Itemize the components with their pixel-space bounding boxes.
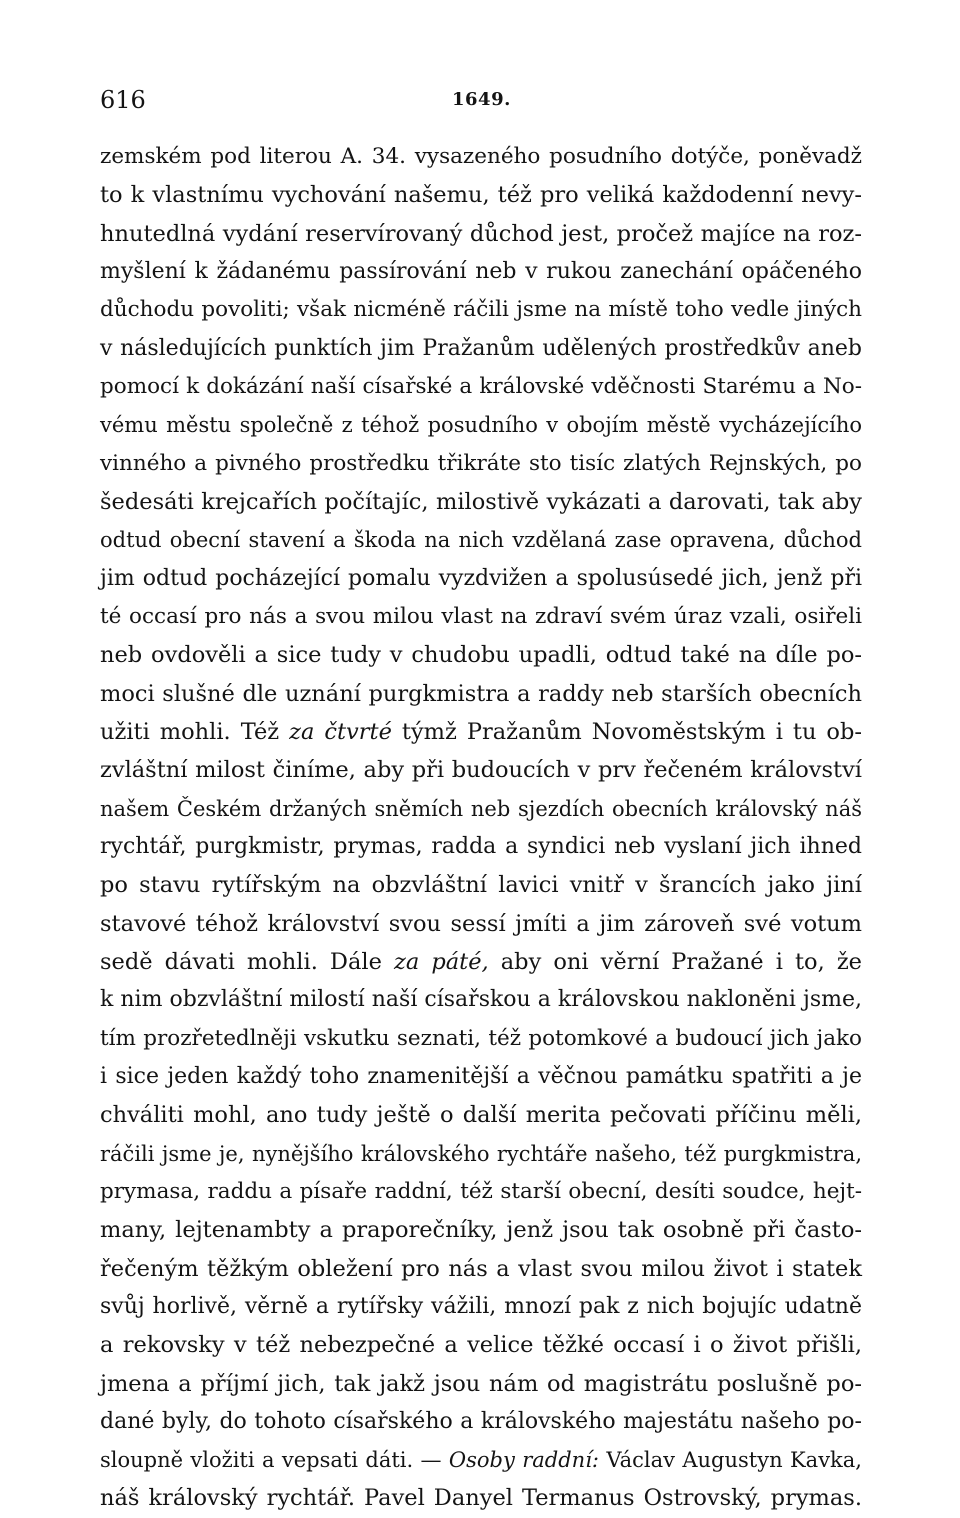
text-run: důchodu povoliti; však nicméně ráčili jsme na místě toho vedle jiných — [100, 297, 862, 323]
text-run: chváliti mohl, ano tudy ještě o další merita pečovati příčinu měli, — [100, 1102, 862, 1129]
text-run: k nim obzvláštní milostí naší císařskou a královskou nakloněni jsme, — [100, 987, 862, 1013]
text-line — [100, 713, 862, 751]
running-head-year: 1649. — [452, 89, 511, 110]
text-run: aby oni věrní Pražané i to, že — [488, 948, 862, 975]
page-header — [100, 84, 862, 116]
text-run: i sice jeden každý toho znamenitější a věčnou památku spatřiti a je — [100, 1063, 862, 1089]
text-run: našem Českém držaných sněmích neb sjezdích obecních královský náš — [100, 796, 862, 821]
text-line — [100, 636, 862, 674]
text-line — [100, 598, 862, 636]
text-run: tím prozřetedlněji vskutku seznati, též potomkové a budoucí jich jako — [100, 1025, 862, 1051]
text-line — [100, 1326, 862, 1364]
text-line — [100, 1211, 862, 1249]
text-run: sedě dávati mohli. Dále — [100, 948, 394, 975]
text-run: zemském pod literou A. 34. vysazeného posudního dotýče, poněvadž — [100, 144, 862, 169]
text-line — [100, 406, 862, 444]
text-run: sloupně vložiti a vepsati dáti. — — [100, 1448, 449, 1473]
text-run: many, lejtenambty a praporečníky, jenž jsou tak osobně při často- — [100, 1217, 862, 1244]
text-line — [100, 138, 862, 176]
italic-phrase: za páté, — [393, 948, 489, 975]
text-run: to k vlastnímu vychování našemu, též pro veliká každodenní nevy- — [100, 182, 862, 209]
text-line — [100, 905, 862, 943]
text-run: pomocí k dokázání naší císařské a královské vděčnosti Starému a No- — [100, 373, 862, 399]
italic-phrase: Osoby raddní: — [448, 1448, 599, 1473]
text-run: Václav Augustyn Kavka, — [599, 1448, 862, 1473]
text-run: řečeným těžkým obležení pro nás a vlast svou milou život i statek — [100, 1255, 862, 1282]
italic-phrase: za čtvrté — [289, 718, 392, 745]
text-run: hnutedlná vydání reservírovaný důchod jest, pročež majíce na roz- — [100, 220, 862, 247]
text-line — [100, 215, 862, 253]
text-run: ráčili jsme je, nynějšího královského rychtáře našeho, též purgkmistra, — [100, 1141, 862, 1166]
text-run: zvláštní milost činíme, aby při budoucích v prv řečeném království — [100, 757, 862, 784]
text-run: stavové téhož království svou sessí jmíti a jim zároveň své votum — [100, 910, 862, 937]
text-run: náš královský rychtář. Pavel Danyel Termanus Ostrovský, prymas. — [100, 1485, 862, 1512]
text-run: dané byly, do tohoto císařského a královského majestátu našeho po- — [100, 1408, 862, 1434]
text-line — [100, 1403, 862, 1441]
text-line — [100, 1250, 862, 1288]
text-line — [100, 521, 862, 559]
text-run: moci slušné dle uznání purgkmistra a raddy neb starších obecních — [100, 680, 862, 707]
text-line — [100, 828, 862, 866]
text-line — [100, 1135, 862, 1173]
text-run: v následujících punktích jim Pražanům udělených prostředkův aneb — [100, 335, 862, 361]
text-run: po stavu rytířským na obzvláštní lavici vnitř v šrancích jako jiní — [100, 872, 862, 899]
text-run: týmž Pražanům Novoměstským i tu ob- — [391, 718, 862, 745]
text-line — [100, 1479, 862, 1517]
text-run: jim odtud pocházející pomalu vyzdvižen a spolusúsedé jich, jenž při — [100, 565, 862, 591]
text-line — [100, 483, 862, 521]
text-line — [100, 790, 862, 828]
text-run: vému městu společně z téhož posudního v obojím městě vycházejícího — [100, 413, 862, 438]
text-line — [100, 560, 862, 598]
text-line — [100, 1096, 862, 1134]
page-number: 616 — [100, 86, 146, 114]
text-run: té occasí pro nás a svou milou vlast na zdraví svém úraz vzali, osiřeli — [100, 603, 862, 629]
text-run: myšlení k žádanému passírování neb v rukou zanechání opáčeného — [100, 258, 862, 284]
text-run: odtud obecní stavení a škoda na nich vzdělaná zase opravena, důchod — [100, 528, 862, 553]
text-line — [100, 1365, 862, 1403]
text-run: vinného a pivného prostředku třikráte sto tisíc zlatých Rejnských, po — [100, 450, 862, 476]
text-line — [100, 1020, 862, 1058]
text-line — [100, 1441, 862, 1479]
text-line — [100, 176, 862, 214]
text-run: užiti mohli. Též — [100, 718, 290, 745]
text-line — [100, 1173, 862, 1211]
text-line — [100, 330, 862, 368]
text-run: jmena a příjmí jich, tak jakž jsou nám od magistrátu poslušně po- — [100, 1370, 862, 1397]
text-line — [100, 291, 862, 329]
text-run: neb ovdověli a sice tudy v chudobu upadli, odtud také na díle po- — [100, 642, 862, 669]
text-line — [100, 1058, 862, 1096]
text-line — [100, 751, 862, 789]
text-run: šedesáti krejcařích počítajíc, milostivě vykázati a darovati, tak aby — [100, 488, 862, 515]
text-line — [100, 368, 862, 406]
text-line — [100, 445, 862, 483]
text-line — [100, 866, 862, 904]
body-text — [100, 138, 862, 1518]
text-line — [100, 1288, 862, 1326]
text-line — [100, 253, 862, 291]
text-line — [100, 981, 862, 1019]
text-run: a rekovsky v též nebezpečné a velice těžké occasí i o život přišli, — [100, 1332, 862, 1359]
text-run: svůj horlivě, věrně a rytířsky vážili, mnozí pak z nich bojujíc udatně — [100, 1293, 862, 1319]
text-run: rychtář, purgkmistr, prymas, radda a syndici neb vyslaní jich ihned — [100, 833, 862, 859]
text-run: prymasa, raddu a písaře raddní, též starší obecní, desíti soudce, hejt- — [100, 1178, 862, 1204]
text-line — [100, 943, 862, 981]
text-line — [100, 675, 862, 713]
